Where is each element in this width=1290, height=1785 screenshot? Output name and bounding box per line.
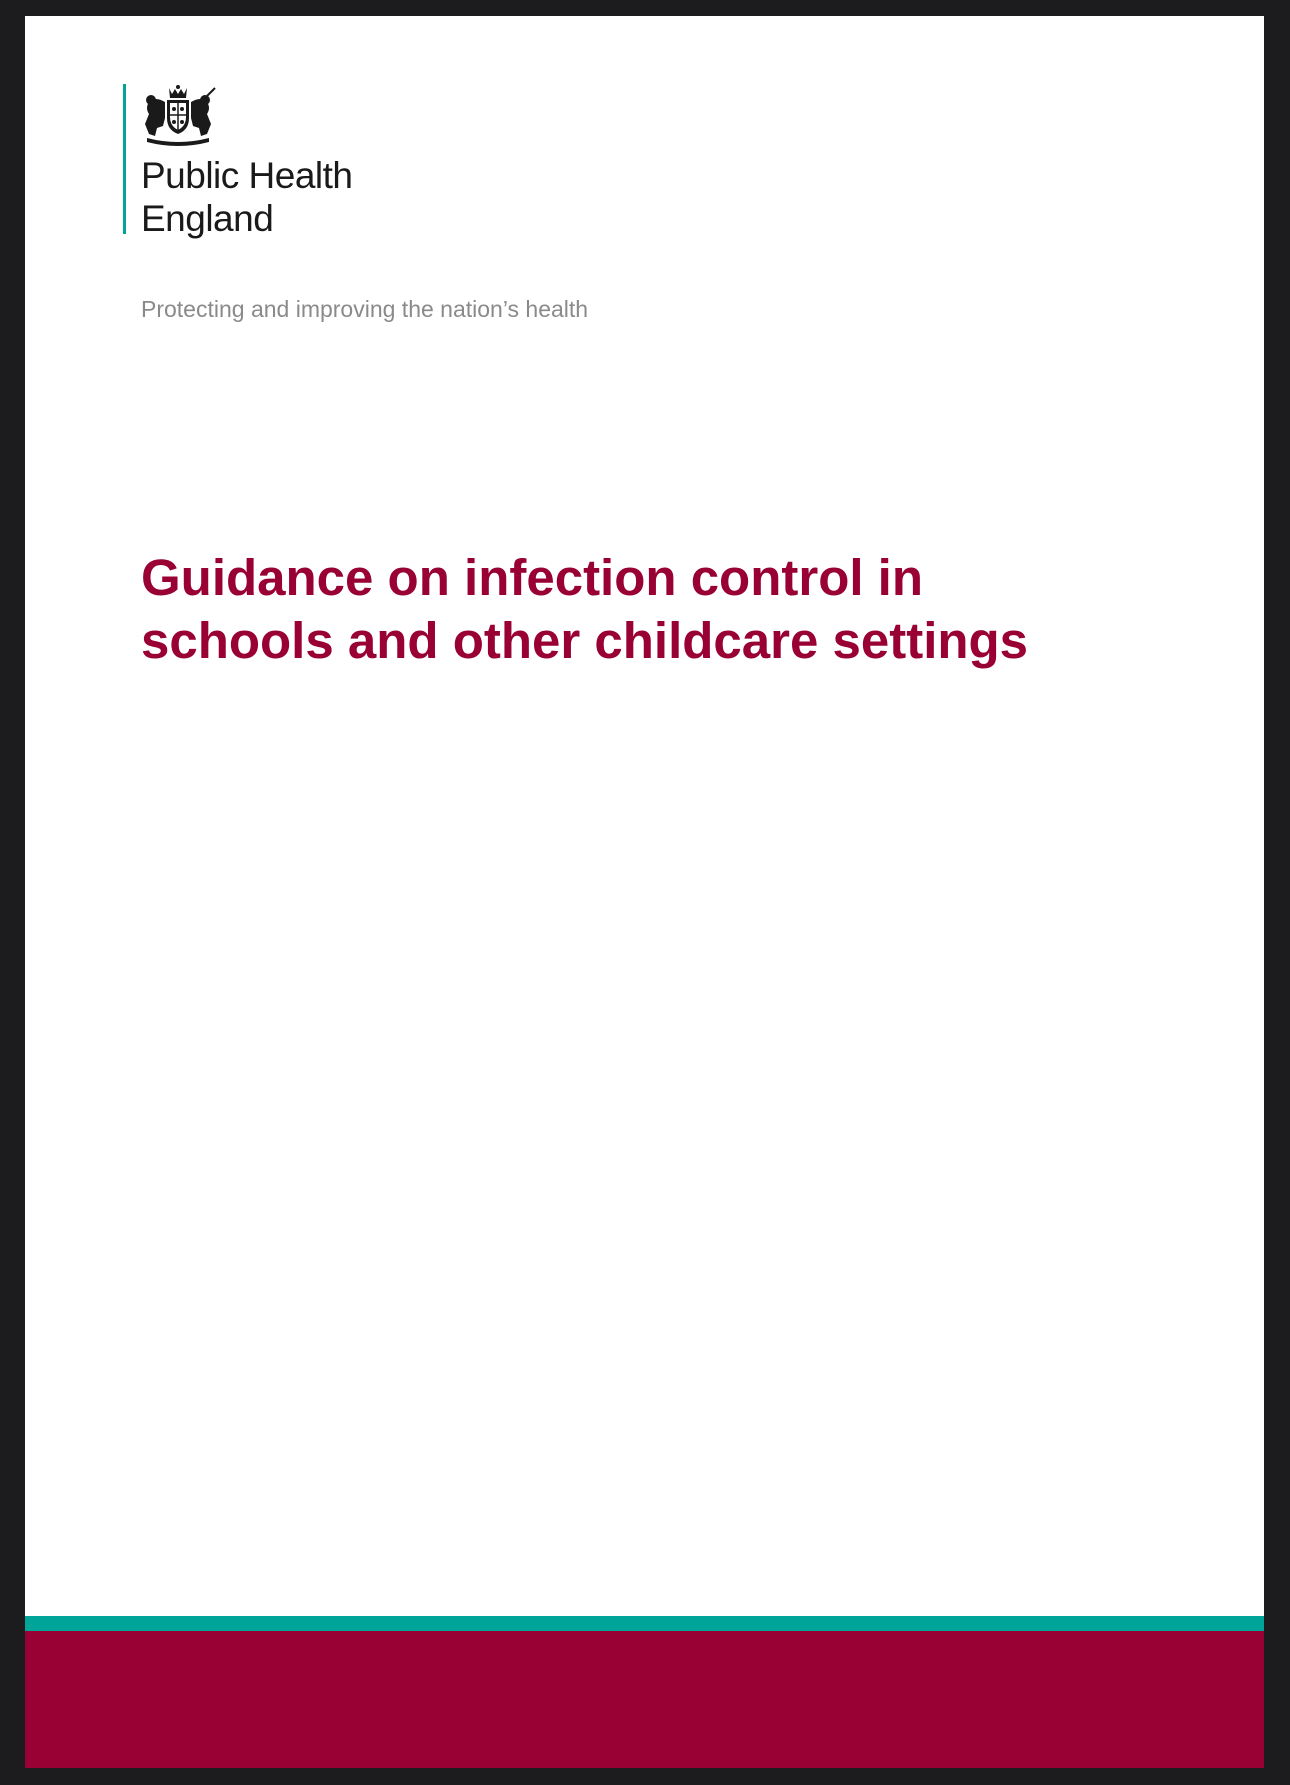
document-title-line-2: schools and other childcare settings xyxy=(141,612,1029,669)
teal-accent-stripe xyxy=(25,1616,1264,1631)
phe-logo xyxy=(123,84,353,239)
tagline: Protecting and improving the nation’s health xyxy=(141,296,589,322)
document-cover-page xyxy=(25,16,1264,1768)
organization-name xyxy=(141,154,353,240)
organization-name-line-2: England xyxy=(141,198,274,239)
document-title-line-1: Guidance on infection control in xyxy=(141,549,924,606)
document-title xyxy=(141,546,1201,672)
maroon-footer-band xyxy=(25,1631,1264,1768)
royal-coat-of-arms-icon xyxy=(139,84,217,146)
organization-name-line-1: Public Health xyxy=(141,155,353,196)
